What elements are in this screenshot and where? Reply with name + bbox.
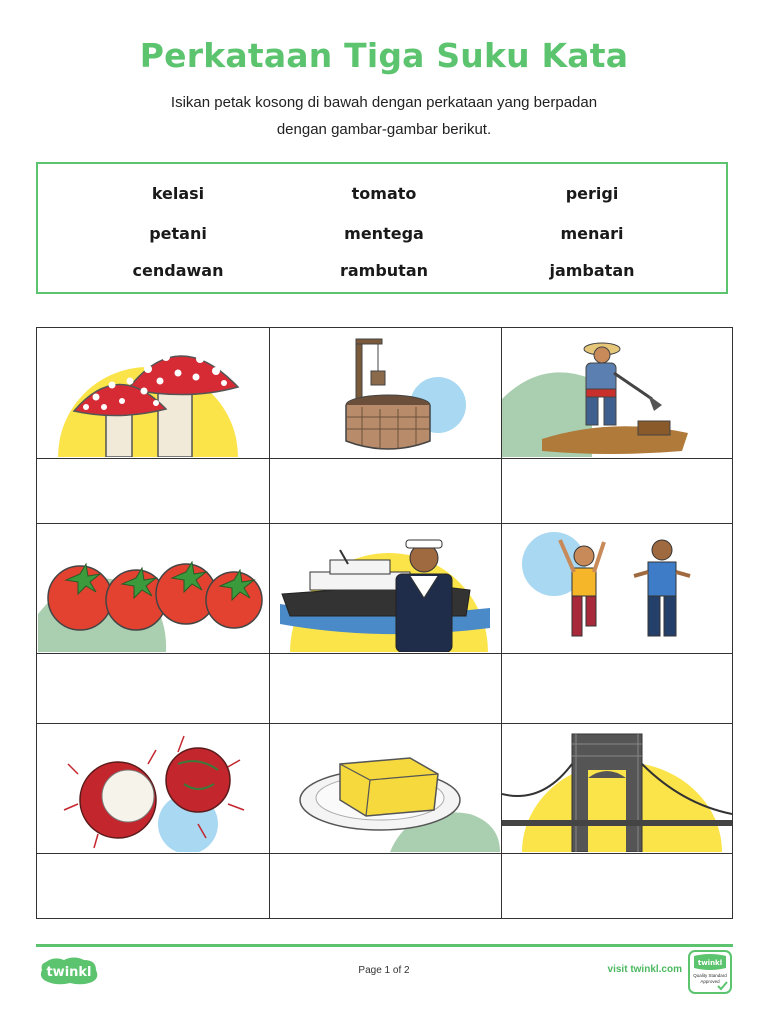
rambutan-icon xyxy=(38,724,268,852)
tomato-icon xyxy=(38,524,268,652)
picture-grid xyxy=(36,327,733,919)
word-petani: petani xyxy=(149,224,207,243)
badge-line-2: Quality Standard xyxy=(693,973,727,978)
sailor-icon xyxy=(270,524,500,652)
quality-standard-badge xyxy=(688,950,732,994)
word-jambatan: jambatan xyxy=(549,261,635,280)
word-cendawan: cendawan xyxy=(132,261,224,280)
twinkl-logo-text: twinkl xyxy=(46,965,92,980)
word-menari: menari xyxy=(560,224,624,243)
badge-line-3: Approved xyxy=(700,979,720,984)
bridge-icon xyxy=(502,724,732,852)
farmer-icon xyxy=(502,329,732,457)
word-kelasi: kelasi xyxy=(151,184,205,203)
instruction-line-1: Isikan petak kosong di bawah dengan perkataan yang berpadan xyxy=(170,94,598,111)
page-title: Perkataan Tiga Suku Kata xyxy=(139,36,629,75)
word-bank-box xyxy=(36,162,728,294)
word-mentega: mentega xyxy=(344,224,424,243)
footer-divider xyxy=(36,944,733,947)
word-tomato: tomato xyxy=(351,184,417,203)
page-number: Page 1 of 2 xyxy=(358,965,410,976)
mushroom-icon xyxy=(38,329,268,457)
word-rambutan: rambutan xyxy=(339,261,429,280)
dancing-boys-icon xyxy=(502,524,732,652)
well-icon xyxy=(270,329,500,457)
visit-link[interactable]: visit twinkl.com xyxy=(607,964,682,975)
word-perigi: perigi xyxy=(565,184,619,203)
badge-line-1: twinkl xyxy=(697,959,723,967)
instruction-line-2: dengan gambar-gambar berikut. xyxy=(276,121,492,138)
butter-icon xyxy=(270,724,500,852)
